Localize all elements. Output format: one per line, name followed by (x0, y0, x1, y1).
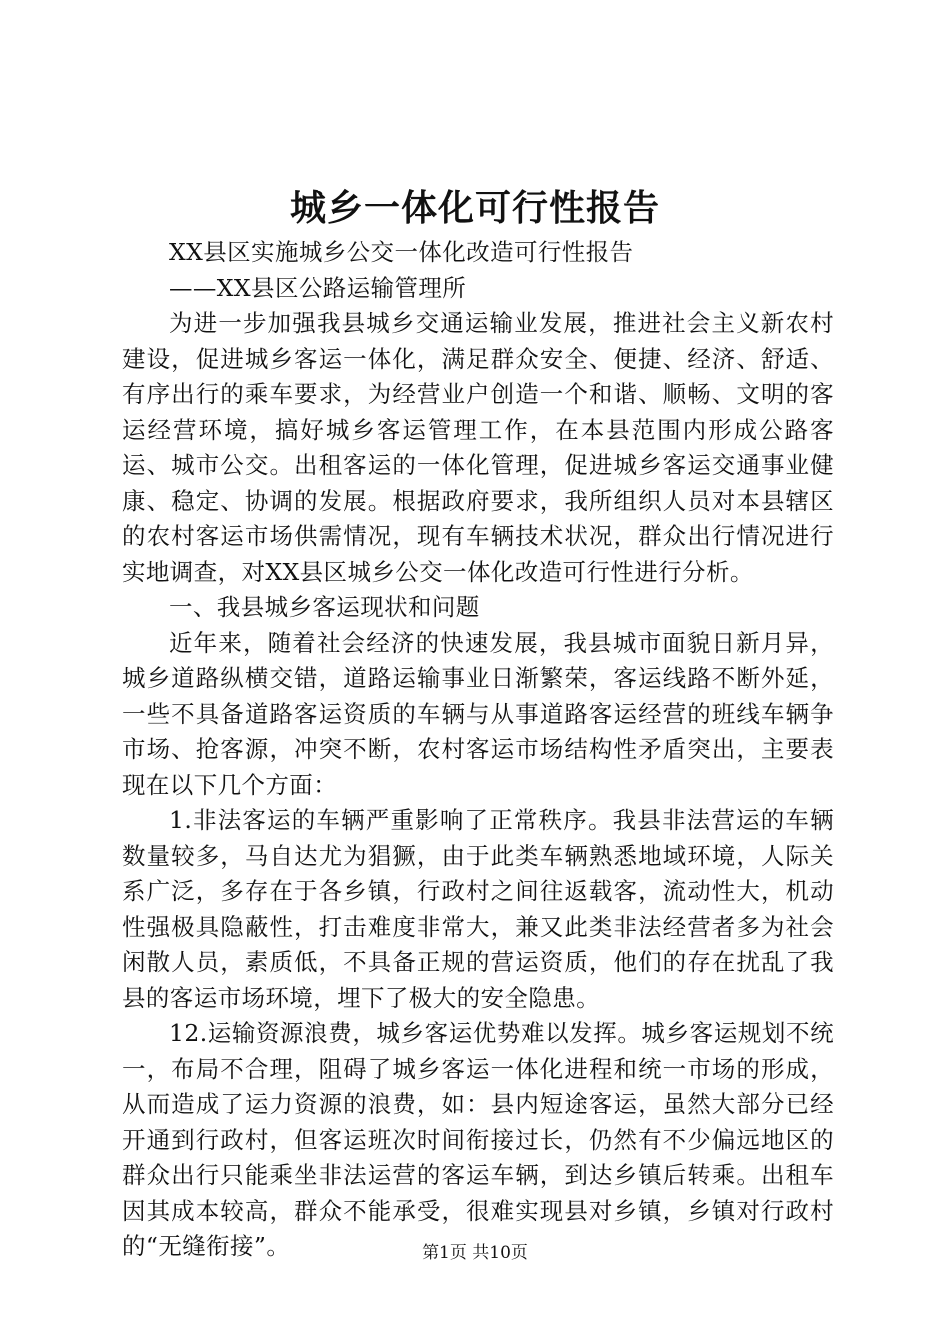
intro-paragraph: 为进一步加强我县城乡交通运输业发展，推进社会主义新农村建设，促进城乡客运一体化，满足群众安全、便捷、经济、舒适、有序出行的乘车要求，为经营业户创造一个和谐、顺畅、文明的客运经营环境，搞好城乡客运管理工作，在本县范围内形成公路客运、城市公交。出租客运的一体化管理，促进城乡客运交通事业健康、稳定、协调的发展。根据政府要求，我所组织人员对本县辖区的农村客运市场供需情况，现有车辆技术状况，群众出行情况进行实地调查，对XX县区城乡公交一体化改造可行性进行分析。 (122, 309, 834, 586)
item-2-paragraph: 12.运输资源浪费，城乡客运优势难以发挥。城乡客运规划不统一，布局不合理，阻碍了城乡客运一体化进程和统一市场的形成，从而造成了运力资源的浪费，如：县内短途客运，虽然大部分已经开通到行政村，但客运班次时间衔接过长，仍然有不少偏远地区的群众出行只能乘坐非法运营的客运车辆，到达乡镇后转乘。出租车因其成本较高，群众不能承受，很难实现县对乡镇，乡镇对行政村的“无缝衔接”。 (122, 1019, 834, 1260)
section-paragraph: 近年来，随着社会经济的快速发展，我县城市面貌日新月异，城乡道路纵横交错，道路运输事业日渐繁荣，客运线路不断外延，一些不具备道路客运资质的车辆与从事道路客运经营的班线车辆争市场、抢客源，冲突不断，农村客运市场结构性矛盾突出，主要表现在以下几个方面： (122, 628, 834, 799)
document-title: 城乡一体化可行性报告 (289, 187, 660, 229)
report-subtitle: XX县区实施城乡公交一体化改造可行性报告 (169, 238, 634, 266)
page-footer: 第1页 共10页 (422, 1243, 528, 1263)
section-heading: 一、我县城乡客运现状和问题 (169, 593, 480, 621)
item-1-paragraph: 1.非法客运的车辆严重影响了正常秩序。我县非法营运的车辆数量较多，马自达尤为猖獗，由于此类车辆熟悉地域环境，人际关系广泛，多存在于各乡镇，行政村之间往返载客，流动性大，机动性强极具隐蔽性，打击难度非常大，兼又此类非法经营者多为社会闲散人员，素质低，不具备正规的营运资质，他们的存在扰乱了我县的客运市场环境，埋下了极大的安全隐患。 (122, 806, 834, 1012)
report-author: ——XX县区公路运输管理所 (169, 273, 467, 302)
document-body (122, 235, 834, 1265)
